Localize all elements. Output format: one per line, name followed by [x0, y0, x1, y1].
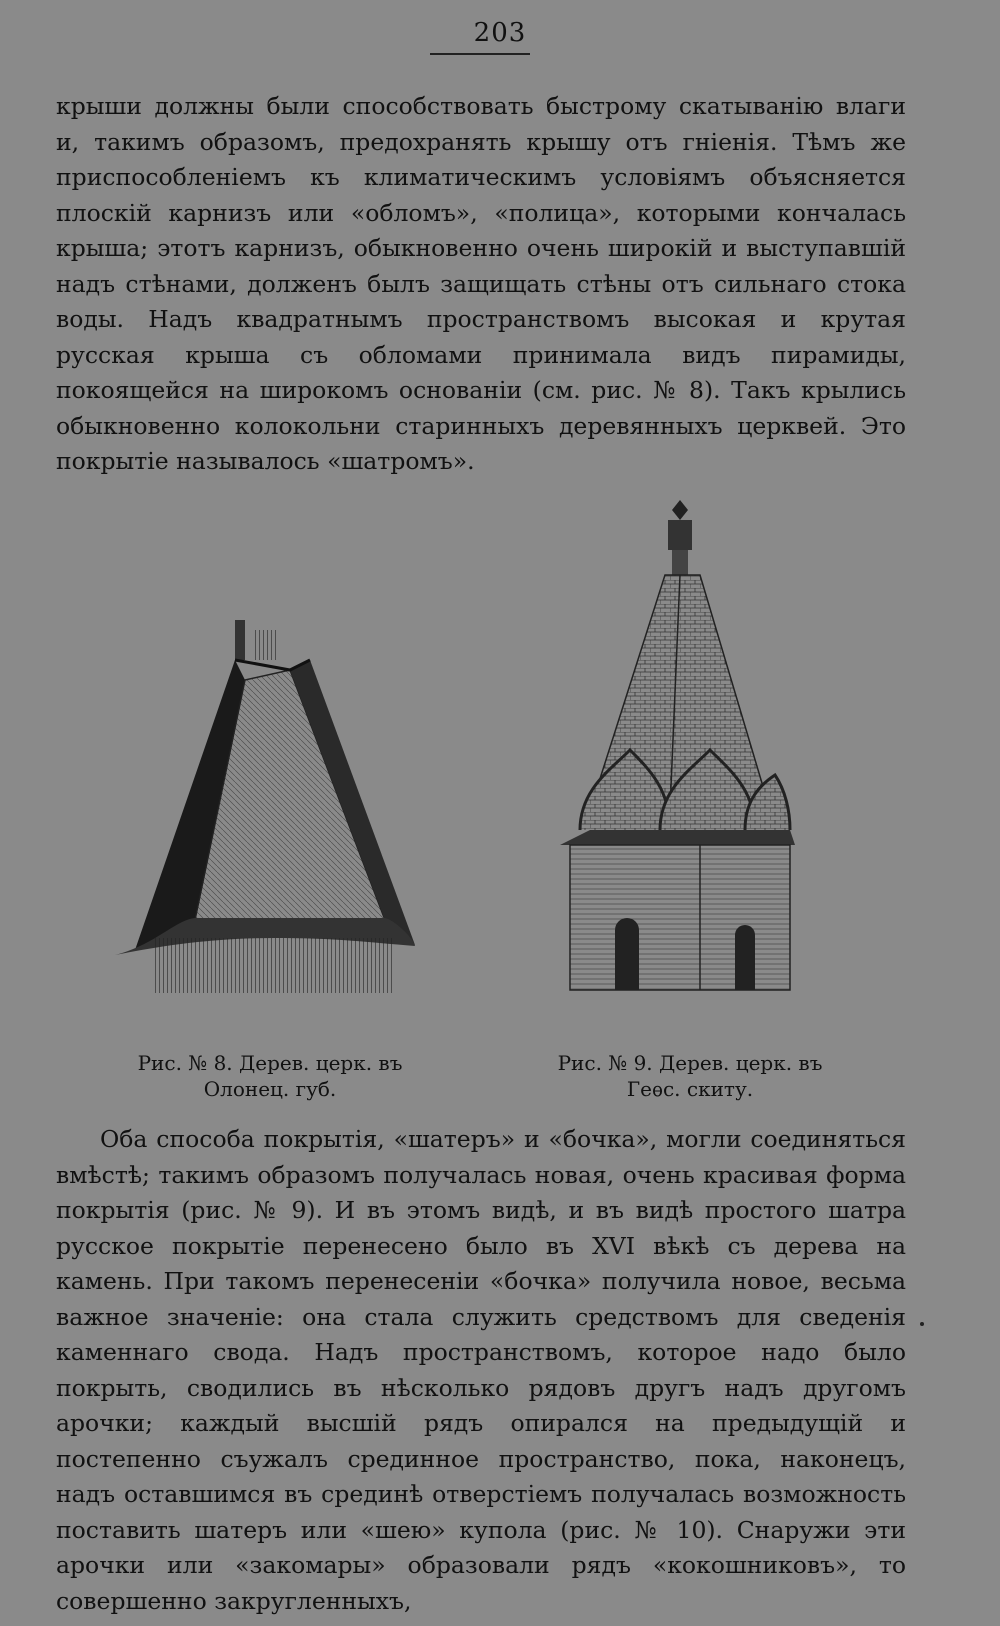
figure-8-caption: [110, 1050, 430, 1102]
paragraph-1: крыши должны были способствовать быстрому скатыванію влаги и, такимъ образомъ, предохранять крышу отъ гніенія. Тѣмъ же приспособленіемъ къ климатическимъ условіямъ объясняется плоскій карнизъ или «обломъ», «полица», которыми кончалась крыша; этотъ карнизъ, обыкновенно очень широкій и выступавшій надъ стѣнами, долженъ былъ защищать стѣны отъ сильнаго стока воды. Надъ квадратнымъ пространствомъ высокая и крутая русская крыша съ обломами принимала видъ пирамиды, покоящейся на широкомъ основаніи (см. рис. № 8). Такъ крылись обыкновенно колокольни старинныхъ деревянныхъ церквей. Это покрытіе называлось «шатромъ».: [56, 92, 906, 475]
figure-8-illustration: [115, 620, 435, 1020]
page-number-rule: [430, 53, 530, 55]
paragraph-2: Оба способа покрытія, «шатеръ» и «бочка», могли соединяться вмѣстѣ; такимъ образомъ получалась новая, очень красивая форма покрытія (рис. № 9). И въ этомъ видѣ, и въ видѣ простого шатра русское покрытіе перенесено было въ XVI вѣкѣ съ дерева на камень. При такомъ перенесеніи «бочка» получила новое, весьма важное значеніе: она стала служить средствомъ для сведенія каменнаго свода. Надъ пространствомъ, которое надо было покрыть, сводились въ нѣсколько рядовъ другъ надъ другомъ арочки; каждый высшій рядъ опирался на предыдущій и постепенно съужалъ срединное пространство, пока, наконецъ, надъ оставшимся въ срединѣ отверстіемъ получалась возможность поставить шатеръ или «шею» купола (рис. № 10). Снаружи эти арочки или «закомары» образовали рядъ «кокошниковъ», то совершенно закругленныхъ,: [56, 1125, 906, 1615]
figure-9-caption: [530, 1050, 850, 1102]
figure-9-illustration: [560, 500, 830, 1020]
page-number: 203: [473, 18, 527, 48]
figure-9-caption-line2: Геѳс. скиту.: [626, 1077, 754, 1101]
stray-mark: [920, 1322, 924, 1326]
figure-8-caption-line1: Рис. № 8. Дерев. церк. въ: [137, 1051, 403, 1075]
figure-8-caption-line2: Олонец. губ.: [203, 1077, 337, 1101]
figure-9-caption-line1: Рис. № 9. Дерев. церк. въ: [557, 1051, 823, 1075]
